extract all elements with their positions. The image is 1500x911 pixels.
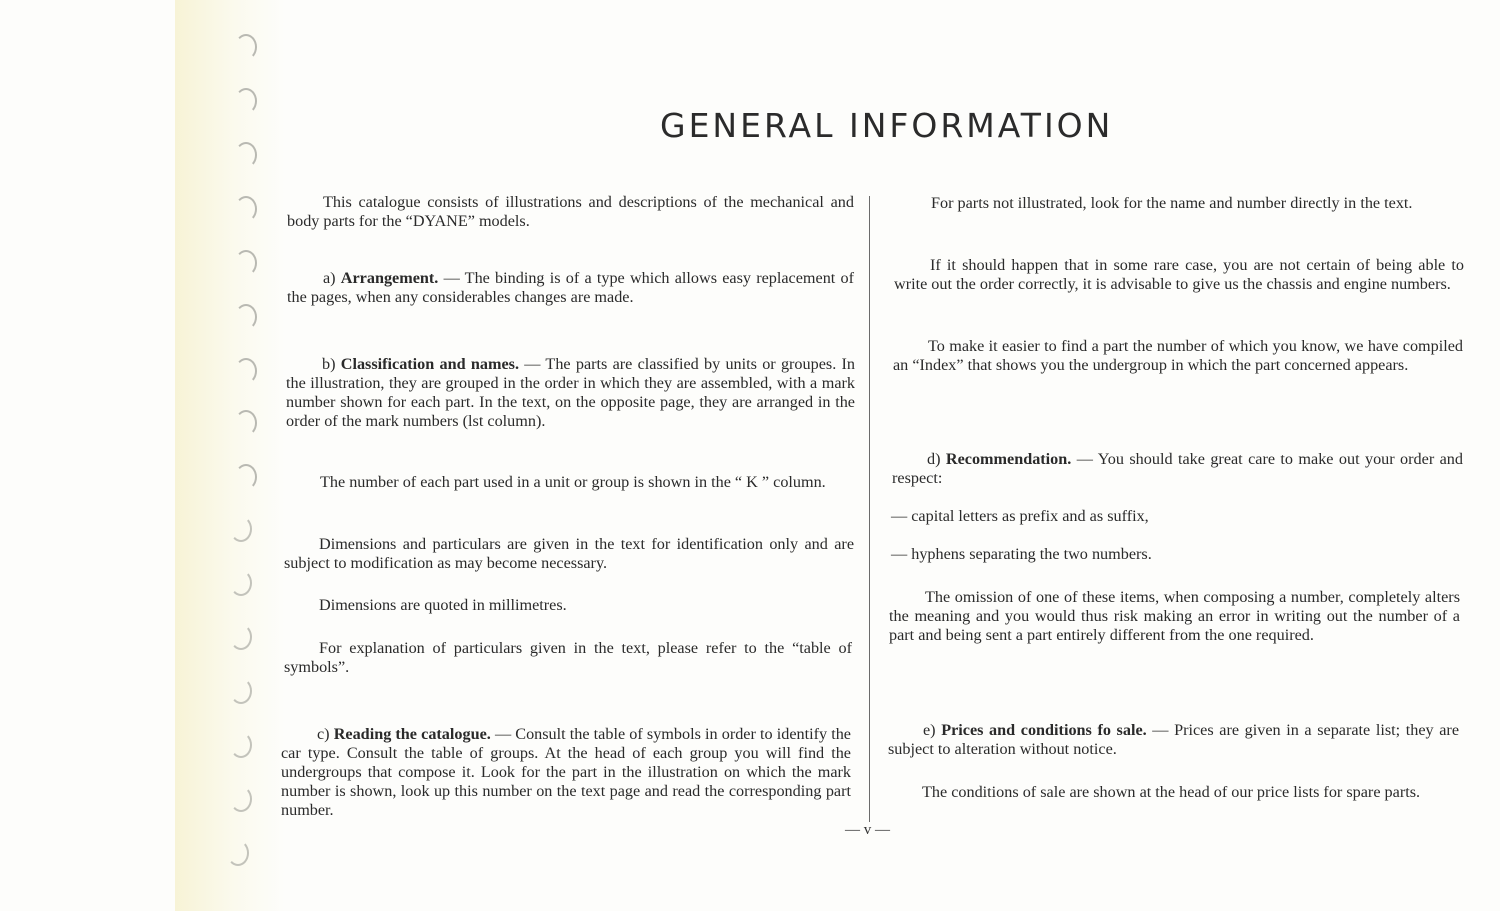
millimetres-paragraph: Dimensions are quoted in millimetres. — [319, 596, 567, 614]
binding-hole — [235, 358, 257, 384]
section-letter: c) — [317, 725, 334, 743]
column-divider — [869, 196, 870, 822]
section-heading: Prices and conditions fo sale. — [941, 721, 1147, 739]
section-text: — The parts are classified by units or groupes. In the illustration, they are grouped in the order in which they are assembled, with a mark number shown for each part. In the text, on the opposite page, they are arranged in the order of the mark numbers (lst column). — [286, 355, 855, 430]
page-title: GENERAL INFORMATION — [660, 106, 1114, 145]
section-text: — Prices are given in a separate list; they are subject to alteration without notice. — [888, 721, 1460, 758]
binding-strip — [175, 0, 285, 911]
not-illustrated-paragraph: For parts not illustrated, look for the name and number directly in the text. — [931, 194, 1413, 212]
classification-paragraph — [286, 355, 855, 431]
section-text: — Consult the table of symbols in order to identify the car type. Consult the table of groups. At the head of each group you will find the undergroups that compose it. Look for the part in the illustration on which the mark number is shown, look up this number on the text page and read the corresponding part number. — [281, 725, 851, 819]
section-letter: b) — [322, 355, 341, 373]
section-text: — The binding is of a type which allows easy replacement of the pages, when any considerables changes are made. — [287, 269, 854, 306]
capital-letters-item: — capital letters as prefix and as suffix, — [891, 507, 1149, 525]
page-number: — v — — [845, 822, 890, 838]
binding-hole — [235, 34, 257, 60]
conditions-paragraph: The conditions of sale are shown at the head of our price lists for spare parts. — [922, 783, 1421, 801]
binding-hole — [230, 624, 252, 650]
binding-hole — [235, 304, 257, 330]
section-heading: Arrangement. — [340, 269, 439, 287]
binding-hole — [230, 570, 252, 596]
binding-hole — [235, 142, 257, 168]
section-text: — You should take great care to make out your order and respect: — [892, 450, 1463, 487]
section-letter: a) — [323, 269, 341, 287]
section-heading: Recommendation. — [945, 450, 1072, 468]
hyphens-item: — hyphens separating the two numbers. — [891, 545, 1152, 563]
prices-paragraph — [888, 721, 1459, 759]
rare-case-paragraph: If it should happen that in some rare case, you are not certain of being able to write out the order correctly, it is advisable to give us the chassis and engine numbers. — [894, 256, 1464, 293]
binding-hole — [227, 840, 249, 866]
intro-paragraph: This catalogue consists of illustrations and descriptions of the mechanical and body parts for the “DYANE” models. — [287, 193, 854, 230]
section-letter: e) — [923, 721, 942, 739]
recommendation-paragraph — [892, 450, 1463, 488]
binding-hole — [230, 516, 252, 542]
section-heading: Reading the catalogue. — [333, 725, 491, 743]
binding-hole — [235, 88, 257, 114]
binding-hole — [235, 196, 257, 222]
binding-hole — [230, 678, 252, 704]
binding-hole — [230, 732, 252, 758]
binding-hole — [235, 250, 257, 276]
section-letter: d) — [927, 450, 946, 468]
section-heading: Classification and names. — [340, 355, 520, 373]
k-column-paragraph: The number of each part used in a unit or group is shown in the “ K ” column. — [320, 473, 826, 491]
binding-hole — [235, 464, 257, 490]
index-paragraph: To make it easier to find a part the number of which you know, we have compiled an “Index” that shows you the undergroup in which the part concerned appears. — [893, 337, 1463, 374]
symbols-paragraph: For explanation of particulars given in the text, please refer to the “table of symbols”. — [284, 639, 852, 676]
arrangement-paragraph — [287, 269, 854, 307]
dimensions-paragraph: Dimensions and particulars are given in the text for identification only and are subject to modification as may become necessary. — [284, 535, 854, 572]
binding-hole — [235, 410, 257, 436]
reading-paragraph — [281, 725, 851, 820]
binding-hole — [230, 786, 252, 812]
omission-paragraph: The omission of one of these items, when composing a number, completely alters the meaning and you would thus risk making an error in writing out the number of a part and being sent a part entirely different from the one required. — [889, 588, 1460, 644]
